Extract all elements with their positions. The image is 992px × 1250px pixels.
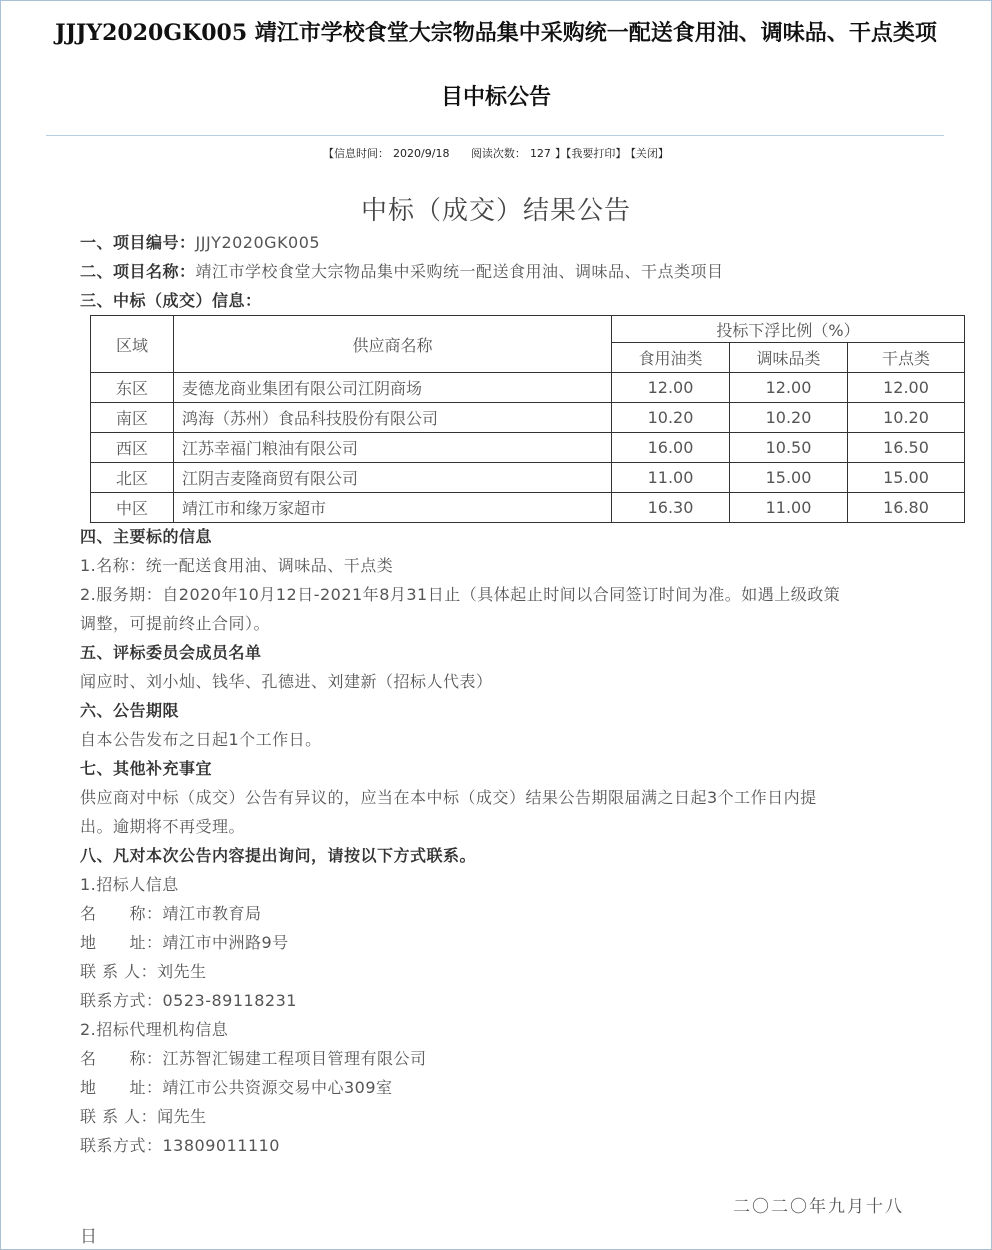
- project-number: JJJY2020GK005: [195, 233, 321, 252]
- cell-region: 中区: [91, 493, 174, 523]
- cell-supplier: 江苏幸福门粮油有限公司: [174, 433, 612, 463]
- agency-phone: 联系方式：13809011110: [80, 1136, 280, 1155]
- agency-contact: 联 系 人：闻先生: [80, 1107, 207, 1126]
- cell-oil: 16.00: [612, 433, 730, 463]
- cell-dry: 12.00: [848, 373, 965, 403]
- section-7-text-b: 出。逾期将不再受理。: [80, 817, 246, 836]
- agency-name: 名 称：江苏智汇锡建工程项目管理有限公司: [80, 1049, 427, 1068]
- cell-dry: 15.00: [848, 463, 965, 493]
- tenderer-name: 名 称：靖江市教育局: [80, 904, 262, 923]
- section-4-item1: 1.名称：统一配送食用油、调味品、干点类: [80, 556, 394, 575]
- read-count-label: 阅读次数：: [470, 147, 526, 160]
- section-2: [80, 261, 724, 283]
- cell-supplier: 鸿海（苏州）食品科技股份有限公司: [174, 403, 612, 433]
- table-row: [91, 433, 965, 463]
- tenderer-address: 地 址：靖江市中洲路9号: [80, 933, 289, 952]
- cell-oil: 10.20: [612, 403, 730, 433]
- agency-address: 地 址：靖江市公共资源交易中心309室: [80, 1078, 393, 1097]
- section-1-label: 一、项目编号：: [80, 233, 196, 252]
- section-7-label: 七、其他补充事宜: [80, 759, 213, 778]
- project-name: 靖江市学校食堂大宗物品集中采购统一配送食用油、调味品、干点类项目: [195, 262, 724, 281]
- notice-heading: 中标（成交）结果公告: [360, 196, 631, 226]
- cell-seasoning: 15.00: [730, 463, 848, 493]
- header-oil: 食用油类: [612, 343, 730, 373]
- cell-region: 北区: [91, 463, 174, 493]
- header-region: 区域: [91, 316, 174, 373]
- info-bar: [0, 145, 992, 161]
- info-time-value: 2020/9/18: [393, 147, 450, 160]
- cell-oil: 12.00: [612, 373, 730, 403]
- title-divider: [46, 135, 944, 136]
- cell-supplier: 麦德龙商业集团有限公司江阴商场: [174, 373, 612, 403]
- section-4-label: 四、主要标的信息: [80, 527, 213, 546]
- cell-region: 南区: [91, 403, 174, 433]
- publish-date: 二〇二〇年九月十八: [733, 1197, 904, 1217]
- cell-seasoning: 12.00: [730, 373, 848, 403]
- header-seasoning: 调味品类: [730, 343, 848, 373]
- cell-dry: 16.80: [848, 493, 965, 523]
- section-4-item2b: 调整，可提前终止合同）。: [80, 614, 271, 633]
- table-row: [91, 493, 965, 523]
- tenderer-phone: 联系方式：0523-89118231: [80, 991, 297, 1010]
- section-1: [80, 232, 320, 254]
- print-link[interactable]: 】【我要打印】: [554, 147, 627, 160]
- tenderer-title: 1.招标人信息: [80, 875, 179, 894]
- cell-region: 东区: [91, 373, 174, 403]
- close-link[interactable]: 【关闭】: [630, 147, 669, 160]
- cell-dry: 10.20: [848, 403, 965, 433]
- agency-title: 2.招标代理机构信息: [80, 1020, 229, 1039]
- table-row: [91, 373, 965, 403]
- section-5-label: 五、评标委员会成员名单: [80, 643, 262, 662]
- page-title-line2: 目中标公告: [440, 84, 551, 110]
- section-7-text-a: 供应商对中标（成交）公告有异议的，应当在本中标（成交）结果公告期限届满之日起3个工作日内提: [80, 788, 817, 807]
- cell-seasoning: 10.50: [730, 433, 848, 463]
- table-header-row: [91, 316, 965, 343]
- table-row: [91, 463, 965, 493]
- section-3-label: 三、中标（成交）信息：: [80, 291, 262, 310]
- publish-date-day: 日: [80, 1227, 97, 1247]
- cell-dry: 16.50: [848, 433, 965, 463]
- page-title-line1: JJJY2020GK005 靖江市学校食堂大宗物品集中采购统一配送食用油、调味品、干点类项: [55, 20, 937, 46]
- cell-oil: 11.00: [612, 463, 730, 493]
- section-2-label: 二、项目名称：: [80, 262, 196, 281]
- award-table: [90, 315, 965, 523]
- cell-seasoning: 11.00: [730, 493, 848, 523]
- read-count-value: 127: [529, 147, 551, 160]
- cell-oil: 16.30: [612, 493, 730, 523]
- header-dry: 干点类: [848, 343, 965, 373]
- header-supplier: 供应商名称: [174, 316, 612, 373]
- cell-supplier: 靖江市和缘万家超市: [174, 493, 612, 523]
- table-row: [91, 403, 965, 433]
- tenderer-contact: 联 系 人：刘先生: [80, 962, 207, 981]
- section-8-label: 八、凡对本次公告内容提出询问，请按以下方式联系。: [80, 846, 477, 865]
- committee-members: 闻应时、刘小灿、钱华、孔德进、刘建新（招标人代表）: [80, 672, 493, 691]
- cell-supplier: 江阴吉麦隆商贸有限公司: [174, 463, 612, 493]
- info-time-label: 【信息时间：: [323, 147, 390, 160]
- header-discount-group: 投标下浮比例（%）: [612, 316, 965, 343]
- cell-region: 西区: [91, 433, 174, 463]
- cell-seasoning: 10.20: [730, 403, 848, 433]
- section-4-item2a: 2.服务期：自2020年10月12日-2021年8月31日止（具体起止时间以合同签订时间为准。如遇上级政策: [80, 585, 841, 604]
- section-6-label: 六、公告期限: [80, 701, 180, 720]
- notice-period: 自本公告发布之日起1个工作日。: [80, 730, 322, 749]
